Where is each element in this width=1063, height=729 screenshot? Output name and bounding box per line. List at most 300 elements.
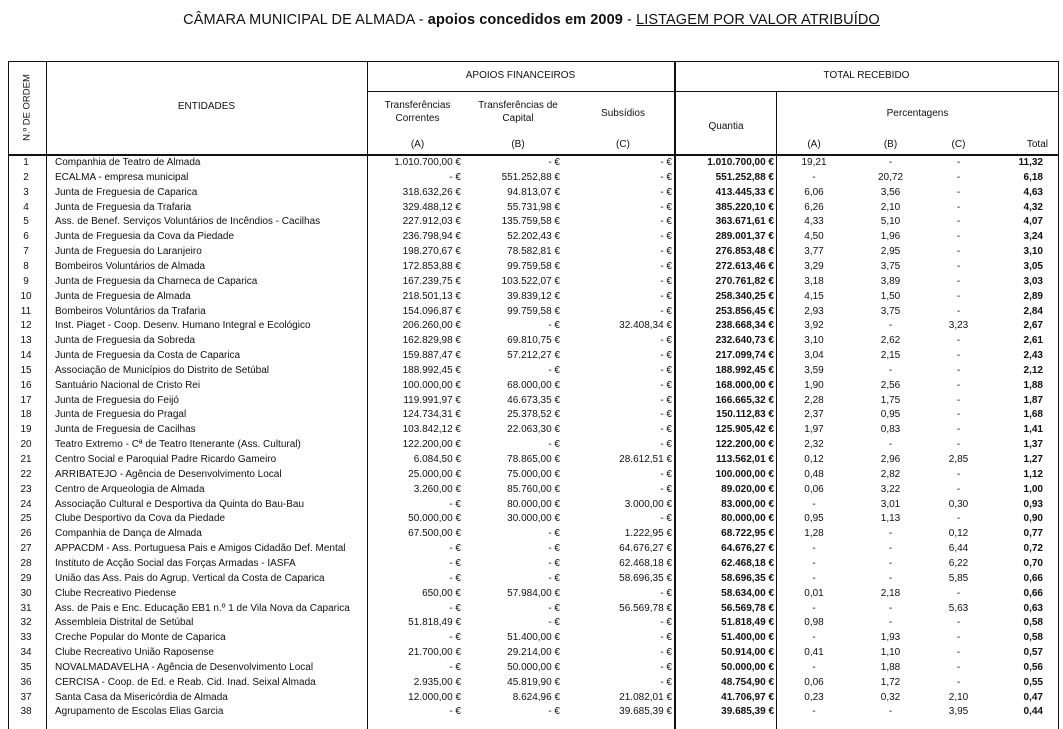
row-pct-c: -	[956, 409, 961, 421]
row-number: 32	[20, 617, 32, 629]
row-number: 25	[20, 513, 32, 525]
row-entity: NOVALMADAVELHA - Agência de Desenvolvimento Local	[55, 661, 314, 673]
row-pct-b: -	[888, 617, 893, 629]
row-transf-capital: 94.813,07 €	[507, 186, 560, 198]
row-pct-c: -	[956, 587, 961, 599]
row-pct-total: 3,24	[1023, 231, 1043, 243]
row-pct-total: 2,89	[1023, 290, 1043, 302]
row-entity: Centro Social e Paroquial Padre Ricardo Gameiro	[55, 454, 277, 465]
table-row	[8, 542, 1059, 557]
row-entity: Junta de Freguesia da Sobreda	[55, 335, 196, 347]
row-pct-total: 4,07	[1023, 216, 1043, 228]
row-entity: Bombeiros Voluntários da Trafaria	[55, 305, 206, 317]
row-quantia: 50.000,00 €	[721, 661, 774, 673]
row-transf-correntes: 100.000,00 €	[402, 379, 461, 391]
row-pct-a: 0,41	[804, 647, 824, 659]
header-col-pc: (C)	[951, 139, 966, 150]
row-pct-b: 2,96	[880, 454, 901, 465]
row-pct-c: -	[956, 379, 961, 391]
row-pct-b: -	[888, 439, 893, 451]
row-pct-a: 3,77	[804, 246, 824, 258]
table-row	[8, 201, 1059, 216]
row-pct-a: 0,06	[804, 676, 824, 688]
row-pct-c: -	[956, 186, 961, 198]
row-quantia: 363.671,61 €	[715, 216, 774, 228]
row-pct-b: -	[888, 320, 893, 332]
row-pct-c: -	[956, 290, 961, 302]
row-pct-b: 1,75	[880, 394, 901, 406]
row-subsidios: 64.676,27 €	[619, 543, 672, 555]
row-quantia: 258.340,25 €	[715, 290, 774, 302]
row-quantia: 50.914,00 €	[721, 647, 774, 659]
row-subsidios: - €	[660, 290, 672, 302]
row-quantia: 272.613,46 €	[715, 260, 774, 272]
row-transf-capital: 135.759,58 €	[501, 216, 560, 228]
row-pct-b: -	[888, 557, 893, 569]
row-pct-b: 20,72	[877, 171, 904, 183]
row-subsidios: - €	[660, 587, 672, 599]
row-pct-total: 0,55	[1023, 676, 1043, 688]
row-entity: Bombeiros Voluntários de Almada	[55, 260, 206, 272]
row-transf-correntes: - €	[449, 171, 461, 183]
row-subsidios: - €	[660, 483, 672, 495]
row-number: 13	[20, 335, 32, 347]
row-transf-correntes: - €	[449, 557, 461, 569]
row-transf-capital: 103.522,07 €	[501, 275, 560, 287]
row-quantia: 113.562,01 €	[716, 454, 774, 465]
row-pct-c: -	[956, 275, 961, 287]
row-transf-correntes: 318.632,26 €	[402, 186, 461, 198]
row-transf-capital: 75.000,00 €	[507, 468, 560, 480]
row-transf-capital: - €	[548, 602, 560, 614]
row-pct-a: 2,32	[804, 439, 824, 451]
row-transf-capital: 22.063,30 €	[507, 424, 560, 436]
row-transf-capital: - €	[548, 557, 560, 569]
row-number: 28	[20, 557, 32, 569]
row-transf-correntes: - €	[449, 602, 461, 614]
table-row	[8, 290, 1059, 305]
row-pct-c: -	[956, 201, 961, 213]
row-transf-capital: 50.000,00 €	[507, 661, 560, 673]
row-transf-correntes: 650,00 €	[422, 587, 461, 599]
row-transf-correntes: 172.853,88 €	[402, 260, 461, 272]
row-subsidios: - €	[660, 409, 672, 421]
row-quantia: 89.020,00 €	[721, 483, 774, 495]
row-pct-b: 1,50	[880, 290, 901, 302]
row-subsidios: 62.468,18 €	[619, 557, 672, 569]
table-row	[8, 557, 1059, 572]
row-transf-capital: 52.202,43 €	[507, 231, 560, 243]
row-quantia: 58.696,35 €	[721, 572, 774, 584]
row-number: 19	[20, 424, 32, 436]
row-number: 30	[20, 587, 32, 599]
row-entity: Companhia de Teatro de Almada	[55, 157, 201, 168]
row-subsidios: 1.222,95 €	[624, 528, 672, 540]
row-pct-c: -	[956, 439, 961, 451]
row-entity: Clube Recreativo Piedense	[55, 587, 177, 599]
row-number: 5	[23, 216, 29, 228]
row-pct-b: -	[888, 364, 893, 376]
table-row	[8, 334, 1059, 349]
row-subsidios: - €	[660, 157, 672, 168]
row-subsidios: - €	[660, 350, 672, 362]
row-quantia: 51.818,49 €	[721, 617, 774, 629]
row-pct-total: 1,88	[1023, 379, 1043, 391]
row-transf-correntes: 21.700,00 €	[408, 647, 461, 659]
row-entity: Centro de Arqueologia de Almada	[55, 483, 205, 495]
row-number: 1	[23, 157, 29, 168]
row-pct-c: 2,85	[948, 454, 969, 465]
row-pct-b: 3,01	[880, 498, 901, 510]
row-pct-b: 1,88	[880, 661, 901, 673]
row-pct-total: 2,67	[1023, 320, 1043, 332]
row-pct-b: 2,18	[880, 587, 901, 599]
header-apoios: APOIOS FINANCEIROS	[465, 70, 576, 81]
row-pct-c: -	[956, 394, 961, 406]
funding-table	[8, 61, 1059, 729]
header-transf-correntes-l2: Correntes	[395, 113, 440, 124]
row-transf-correntes: - €	[449, 706, 461, 718]
row-subsidios: - €	[660, 201, 672, 213]
row-transf-correntes: 122.200,00 €	[402, 439, 461, 451]
table-row	[8, 705, 1059, 720]
row-transf-correntes: 154.096,87 €	[402, 305, 461, 317]
row-pct-total: 0,56	[1023, 661, 1043, 673]
row-pct-b: 3,75	[880, 260, 901, 272]
row-pct-b: 1,13	[880, 513, 901, 525]
row-pct-c: -	[956, 305, 961, 317]
row-quantia: 168.000,00 €	[715, 379, 774, 391]
table-row	[8, 171, 1059, 186]
table-row	[8, 646, 1059, 661]
row-number: 18	[20, 409, 32, 421]
header-col-total: Total	[1026, 139, 1048, 150]
row-number: 14	[20, 350, 32, 362]
row-transf-correntes: 198.270,67 €	[402, 246, 461, 258]
row-pct-b: 2,82	[880, 468, 901, 480]
row-transf-capital: 99.759,58 €	[507, 260, 560, 272]
page-title	[0, 12, 1063, 28]
row-entity: Clube Recreativo União Raposense	[55, 647, 214, 659]
row-entity: Ass. de Benef. Serviços Voluntários de Incêndios - Cacilhas	[55, 216, 321, 228]
row-pct-c: 2,10	[948, 691, 969, 703]
row-transf-capital: 80.000,00 €	[507, 498, 560, 510]
row-entity: União das Ass. Pais do Agrup. Vertical da Costa de Caparica	[55, 572, 325, 584]
row-pct-a: 0,48	[804, 468, 824, 480]
row-pct-c: -	[956, 513, 961, 525]
row-pct-a: 0,12	[804, 454, 824, 465]
row-pct-total: 1,27	[1023, 454, 1043, 465]
row-transf-capital: 46.673,35 €	[507, 394, 560, 406]
row-entity: Santa Casa da Misericórdia de Almada	[55, 691, 228, 703]
table-row	[8, 423, 1059, 438]
row-transf-correntes: 218.501,13 €	[402, 290, 461, 302]
row-subsidios: - €	[660, 439, 672, 451]
row-pct-c: -	[956, 647, 961, 659]
row-subsidios: 32.408,34 €	[619, 320, 672, 332]
header-col-a: (A)	[410, 139, 425, 150]
row-transf-capital: 45.819,90 €	[507, 676, 560, 688]
row-number: 2	[23, 171, 29, 183]
row-pct-total: 4,63	[1023, 186, 1043, 198]
row-subsidios: - €	[660, 617, 672, 629]
row-subsidios: - €	[660, 186, 672, 198]
row-pct-total: 1,41	[1023, 424, 1043, 436]
row-subsidios: - €	[660, 468, 672, 480]
row-pct-total: 6,18	[1023, 171, 1043, 183]
table-row	[8, 453, 1059, 468]
row-pct-a: 4,33	[804, 216, 824, 228]
header-top-border	[8, 61, 1059, 62]
row-pct-a: 0,23	[804, 691, 824, 703]
row-subsidios: - €	[660, 171, 672, 183]
row-pct-b: 3,75	[880, 305, 901, 317]
row-pct-a: -	[812, 572, 816, 584]
row-pct-a: 6,06	[804, 186, 824, 198]
header-col-b: (B)	[511, 139, 525, 150]
row-pct-total: 0,58	[1023, 617, 1043, 629]
row-transf-correntes: - €	[449, 661, 461, 673]
row-pct-a: -	[812, 706, 816, 718]
row-pct-c: -	[956, 676, 961, 688]
row-pct-c: -	[956, 335, 961, 347]
row-entity: Santuário Nacional de Cristo Rei	[55, 379, 201, 391]
row-transf-capital: 30.000,00 €	[507, 513, 560, 525]
row-pct-total: 1,37	[1023, 439, 1043, 451]
row-transf-capital: 51.400,00 €	[507, 632, 560, 644]
row-pct-total: 0,57	[1023, 647, 1043, 659]
row-subsidios: - €	[660, 275, 672, 287]
row-subsidios: - €	[660, 216, 672, 228]
row-entity: Junta de Freguesia da Charneca de Caparica	[55, 275, 258, 287]
row-quantia: 68.722,95 €	[721, 528, 774, 540]
row-pct-c: -	[956, 364, 961, 376]
row-quantia: 83.000,00 €	[721, 498, 774, 510]
row-pct-total: 4,32	[1023, 201, 1043, 213]
row-number: 9	[23, 275, 29, 287]
row-pct-b: 1,72	[880, 676, 901, 688]
row-quantia: 166.665,32 €	[715, 394, 774, 406]
row-pct-c: 0,12	[948, 528, 969, 540]
row-pct-total: 1,87	[1023, 394, 1043, 406]
row-pct-b: 2,95	[880, 246, 901, 258]
row-number: 23	[20, 483, 32, 495]
row-transf-correntes: 206.260,00 €	[402, 320, 461, 332]
row-transf-correntes: - €	[449, 498, 461, 510]
row-pct-a: 19,21	[801, 157, 827, 168]
row-pct-a: 2,28	[804, 394, 824, 406]
row-number: 16	[20, 379, 32, 391]
row-quantia: 238.668,34 €	[715, 320, 774, 332]
title-part1: CÂMARA MUNICIPAL DE ALMADA -	[183, 12, 428, 28]
row-pct-c: -	[956, 617, 961, 629]
table-row	[8, 483, 1059, 498]
row-pct-total: 1,00	[1023, 483, 1043, 495]
table-row	[8, 305, 1059, 320]
table-row	[8, 260, 1059, 275]
row-pct-a: 2,93	[804, 305, 824, 317]
row-pct-b: 5,10	[880, 216, 901, 228]
row-quantia: 551.252,88 €	[715, 171, 774, 183]
row-pct-c: -	[956, 424, 961, 436]
row-pct-total: 0,66	[1023, 587, 1043, 599]
row-transf-correntes: 25.000,00 €	[408, 468, 461, 480]
row-pct-b: 2,56	[880, 379, 901, 391]
row-transf-capital: 551.252,88 €	[501, 171, 560, 183]
row-quantia: 270.761,82 €	[715, 275, 774, 287]
row-transf-capital: - €	[548, 706, 560, 718]
row-number: 11	[20, 305, 32, 317]
row-entity: Junta de Freguesia de Caparica	[55, 186, 198, 198]
row-quantia: 56.569,78 €	[721, 602, 774, 614]
row-transf-capital: - €	[548, 543, 560, 555]
row-entity: APPACDM - Ass. Portuguesa Pais e Amigos Cidadão Def. Mental	[55, 543, 346, 555]
row-pct-b: -	[888, 572, 893, 584]
row-transf-capital: 68.000,00 €	[507, 379, 560, 391]
row-pct-total: 0,72	[1023, 543, 1043, 555]
row-pct-b: -	[888, 706, 893, 718]
title-part4: LISTAGEM POR VALOR ATRIBUÍDO	[636, 12, 880, 28]
row-transf-capital: - €	[548, 572, 560, 584]
row-number: 34	[20, 647, 32, 659]
row-pct-a: -	[812, 171, 816, 183]
row-pct-total: 2,43	[1023, 350, 1043, 362]
row-entity: Junta de Freguesia da Costa de Caparica	[55, 350, 241, 362]
row-pct-b: 0,95	[880, 409, 901, 421]
row-entity: CERCISA - Coop. de Ed. e Reab. Cid. Inad. Seixal Almada	[55, 676, 316, 688]
row-pct-c: -	[956, 483, 961, 495]
table-row	[8, 468, 1059, 483]
row-transf-correntes: 236.798,94 €	[402, 231, 461, 243]
row-pct-c: 0,30	[948, 498, 969, 510]
row-entity: Junta de Freguesia do Feijó	[55, 394, 179, 406]
row-transf-capital: 25.378,52 €	[507, 409, 560, 421]
row-quantia: 232.640,73 €	[715, 335, 774, 347]
row-pct-b: 2,62	[880, 335, 901, 347]
row-subsidios: - €	[660, 260, 672, 272]
row-pct-total: 0,47	[1023, 691, 1043, 703]
row-pct-total: 2,84	[1023, 305, 1043, 317]
row-quantia: 122.200,00 €	[715, 439, 774, 451]
table-row	[8, 275, 1059, 290]
table-row	[8, 186, 1059, 201]
row-transf-correntes: 188.992,45 €	[402, 364, 461, 376]
row-transf-correntes: 167.239,75 €	[402, 275, 461, 287]
row-pct-a: 1,97	[804, 424, 824, 436]
row-transf-correntes: 124.734,31 €	[402, 409, 461, 421]
row-pct-total: 0,58	[1023, 632, 1043, 644]
row-entity: Ass. de Pais e Enc. Educação EB1 n.º 1 de Vila Nova da Caparica	[55, 602, 350, 614]
row-quantia: 48.754,90 €	[721, 676, 774, 688]
row-transf-capital: - €	[548, 157, 560, 168]
row-quantia: 1.010.700,00 €	[707, 157, 774, 168]
row-pct-total: 2,12	[1023, 364, 1043, 376]
row-pct-c: 3,23	[948, 320, 969, 332]
row-transf-correntes: 162.829,98 €	[402, 335, 461, 347]
row-pct-c: -	[956, 231, 961, 243]
header-col-c: (C)	[616, 139, 630, 150]
row-pct-a: -	[812, 602, 816, 614]
row-number: 35	[20, 661, 32, 673]
table-row	[8, 230, 1059, 245]
row-transf-correntes: 51.818,49 €	[408, 617, 461, 629]
row-pct-a: 4,50	[804, 231, 824, 243]
table-row	[8, 616, 1059, 631]
row-transf-correntes: 12.000,00 €	[408, 691, 461, 703]
row-pct-a: -	[812, 632, 816, 644]
row-quantia: 253.856,45 €	[715, 305, 774, 317]
row-subsidios: - €	[660, 513, 672, 525]
row-number: 33	[20, 632, 32, 644]
row-transf-correntes: 159.887,47 €	[402, 350, 461, 362]
row-transf-capital: 29.214,00 €	[507, 647, 560, 659]
table-row	[8, 349, 1059, 364]
table-header	[8, 61, 1059, 155]
row-pct-b: 3,56	[880, 186, 901, 198]
row-pct-a: 3,18	[804, 275, 824, 287]
row-pct-b: 2,10	[880, 201, 901, 213]
table-row	[8, 512, 1059, 527]
header-entidades: ENTIDADES	[177, 101, 236, 112]
row-entity: Teatro Extremo - Cª de Teatro Itenerante (Ass. Cultural)	[55, 439, 301, 451]
table-row	[8, 394, 1059, 409]
row-pct-b: 3,22	[880, 483, 901, 495]
header-quantia: Quantia	[708, 121, 744, 132]
header-percentagens: Percentagens	[886, 108, 949, 119]
row-transf-correntes: - €	[449, 632, 461, 644]
row-transf-correntes: 67.500,00 €	[408, 528, 461, 540]
row-pct-c: -	[956, 661, 961, 673]
row-transf-correntes: 50.000,00 €	[408, 513, 461, 525]
row-subsidios: - €	[660, 394, 672, 406]
row-pct-b: 1,96	[880, 231, 901, 243]
row-number: 17	[20, 394, 32, 406]
row-pct-a: 6,26	[804, 201, 824, 213]
row-quantia: 64.676,27 €	[721, 543, 774, 555]
row-transf-capital: - €	[548, 617, 560, 629]
row-entity: Junta de Freguesia do Laranjeiro	[55, 246, 202, 258]
row-subsidios: 28.612,51 €	[619, 454, 672, 465]
row-quantia: 62.468,18 €	[721, 557, 774, 569]
row-quantia: 385.220,10 €	[715, 201, 774, 213]
table-row	[8, 587, 1059, 602]
row-pct-a: -	[812, 543, 816, 555]
row-transf-capital: 39.839,12 €	[507, 290, 560, 302]
header-total-recebido: TOTAL RECEBIDO	[823, 70, 910, 81]
row-pct-a: 1,28	[804, 528, 824, 540]
row-quantia: 58.634,00 €	[721, 587, 774, 599]
table-row	[8, 379, 1059, 394]
row-number: 37	[20, 691, 32, 703]
header-group-divider	[367, 91, 1059, 92]
row-pct-b: 1,93	[880, 632, 901, 644]
row-transf-capital: 85.760,00 €	[507, 483, 560, 495]
row-number: 12	[20, 320, 32, 332]
row-subsidios: - €	[660, 335, 672, 347]
row-number: 15	[20, 364, 32, 376]
header-transf-correntes	[370, 99, 465, 125]
row-number: 7	[23, 246, 29, 258]
row-pct-c: 3,95	[948, 706, 969, 718]
row-transf-correntes: 2.935,00 €	[413, 676, 461, 688]
row-entity: Instituto de Acção Social das Forças Armadas - IASFA	[55, 557, 296, 569]
header-transf-correntes-l1: Transferências	[384, 100, 451, 111]
row-pct-total: 0,90	[1023, 513, 1043, 525]
row-subsidios: 21.082,01 €	[619, 691, 672, 703]
table-row	[8, 498, 1059, 513]
row-pct-a: -	[812, 557, 816, 569]
row-quantia: 217.099,74 €	[715, 350, 774, 362]
